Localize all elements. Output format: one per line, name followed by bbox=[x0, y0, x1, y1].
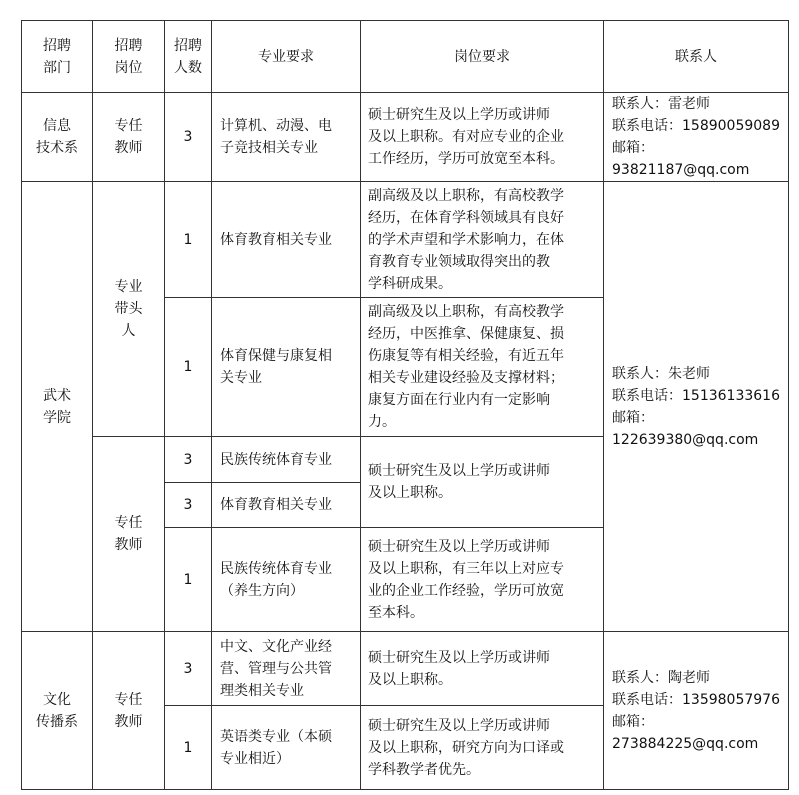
count-cell: 3 bbox=[165, 632, 212, 706]
contact-cell bbox=[604, 632, 789, 790]
count-cell: 3 bbox=[165, 483, 212, 528]
header-dept: 招聘 部门 bbox=[22, 21, 93, 93]
contact-phone: 联系电话：15890059089 bbox=[612, 118, 780, 134]
contact-email: 邮箱：93821187@qq.com bbox=[612, 140, 750, 178]
major-cell: 体育保健与康复相 关专业 bbox=[212, 298, 361, 437]
contact-phone: 联系电话：15136133616 bbox=[612, 387, 780, 404]
major-cell: 民族传统体育专业 bbox=[212, 437, 361, 483]
header-contact: 联系人 bbox=[604, 21, 789, 93]
requirement-cell: 副高级及以上职称，有高校教学 经历，在体育学科领域具有良好 的学术声望和学术影响力，在体 育教育专业领域取得突出的教 学科研成果。 bbox=[361, 182, 604, 298]
requirement-cell: 硕士研究生及以上学历或讲师 及以上职称。 bbox=[361, 632, 604, 706]
contact-cell bbox=[604, 93, 789, 182]
contact-name: 联系人：雷老师 bbox=[612, 96, 710, 112]
requirement-cell: 硕士研究生及以上学历或讲师 及以上职称，研究方向为口译或 学科教学者优先。 bbox=[361, 706, 604, 790]
table-row bbox=[22, 182, 789, 298]
major-cell: 计算机、动漫、电 子竞技相关专业 bbox=[212, 93, 361, 182]
position-cell: 专任 教师 bbox=[93, 437, 165, 632]
contact-name: 联系人：陶老师 bbox=[612, 669, 710, 686]
dept-cell: 信息 技术系 bbox=[22, 93, 93, 182]
requirement-cell: 副高级及以上职称，有高校教学 经历，中医推拿、保健康复、损 伤康复等有相关经验，有近五年 相关专业建设经验及支撑材料； 康复方面在行业内有一定影响 力。 bbox=[361, 298, 604, 437]
header-major: 专业要求 bbox=[212, 21, 361, 93]
major-cell: 英语类专业（本硕 专业相近） bbox=[212, 706, 361, 790]
major-cell: 民族传统体育专业 （养生方向） bbox=[212, 528, 361, 632]
dept-cell: 文化 传播系 bbox=[22, 632, 93, 790]
requirement-cell: 硕士研究生及以上学历或讲师 及以上职称，有三年以上对应专 业的企业工作经验，学历可放宽 至本科。 bbox=[361, 528, 604, 632]
dept-cell: 武术 学院 bbox=[22, 182, 93, 632]
header-count: 招聘 人数 bbox=[165, 21, 212, 93]
contact-name: 联系人：朱老师 bbox=[612, 365, 710, 382]
count-cell: 3 bbox=[165, 93, 212, 182]
count-cell: 1 bbox=[165, 528, 212, 632]
contact-email: 邮箱：273884225@qq.com bbox=[612, 713, 759, 752]
table-header-row bbox=[22, 21, 789, 93]
contact-email: 邮箱：122639380@qq.com bbox=[612, 409, 759, 448]
major-cell: 体育教育相关专业 bbox=[212, 483, 361, 528]
requirement-cell: 硕士研究生及以上学历或讲师 及以上职称。有对应专业的企业 工作经历，学历可放宽至本科。 bbox=[361, 93, 604, 182]
requirement-cell: 硕士研究生及以上学历或讲师 及以上职称。 bbox=[361, 437, 604, 528]
contact-phone: 联系电话：13598057976 bbox=[612, 691, 780, 708]
major-cell: 中文、文化产业经 营、管理与公共管 理类相关专业 bbox=[212, 632, 361, 706]
table-row bbox=[22, 93, 789, 182]
contact-cell bbox=[604, 182, 789, 632]
recruitment-table bbox=[21, 20, 789, 790]
table-row bbox=[22, 632, 789, 706]
count-cell: 1 bbox=[165, 182, 212, 298]
count-cell: 1 bbox=[165, 298, 212, 437]
count-cell: 3 bbox=[165, 437, 212, 483]
header-requirement: 岗位要求 bbox=[361, 21, 604, 93]
position-cell: 专任 教师 bbox=[93, 632, 165, 790]
position-cell: 专业 带头 人 bbox=[93, 182, 165, 437]
major-cell: 体育教育相关专业 bbox=[212, 182, 361, 298]
header-position: 招聘 岗位 bbox=[93, 21, 165, 93]
position-cell: 专任 教师 bbox=[93, 93, 165, 182]
count-cell: 1 bbox=[165, 706, 212, 790]
